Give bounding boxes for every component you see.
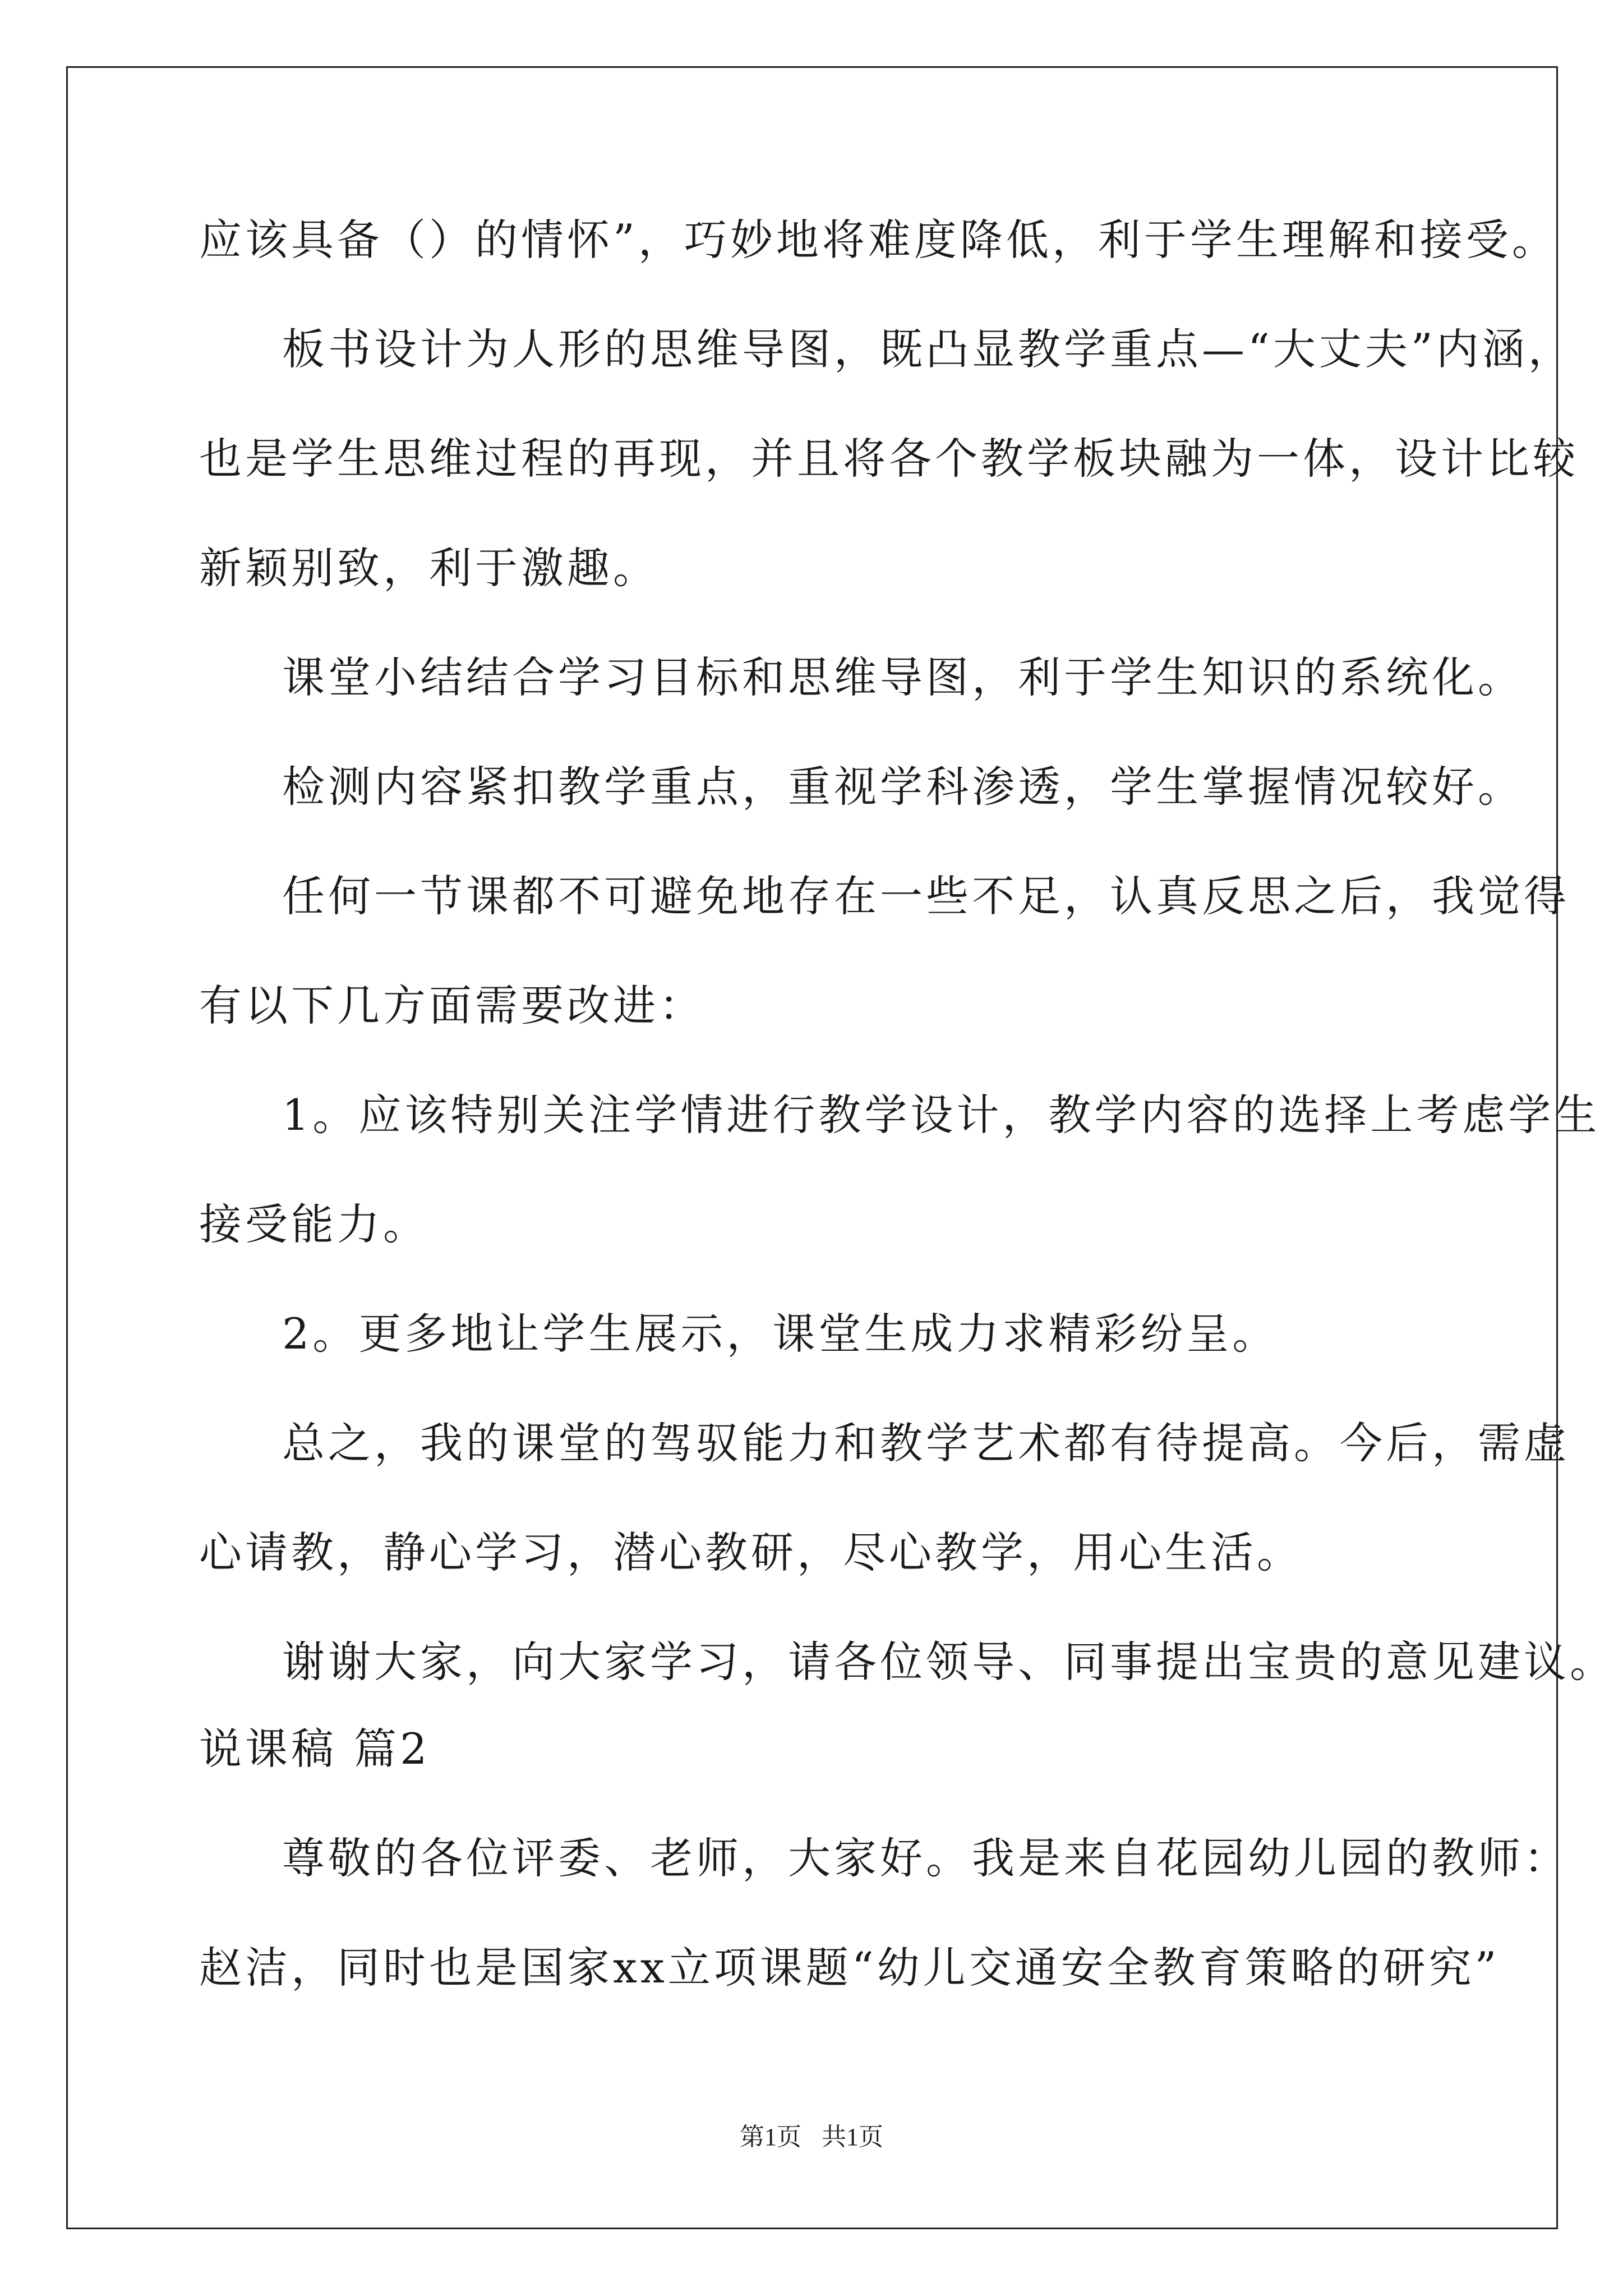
- text-line: 也是学生思维过程的再现，并且将各个教学板块融为一体，设计比较: [199, 434, 1579, 484]
- text-line: 课堂小结结合学习目标和思维导图，利于学生知识的系统化。: [282, 652, 1524, 702]
- section-heading: 说课稿 篇2: [199, 1724, 431, 1774]
- text-line: 1。应该特别关注学情进行教学设计，教学内容的选择上考虑学生: [282, 1090, 1601, 1140]
- page-footer: [0, 2122, 1623, 2153]
- text-line: 接受能力。: [199, 1199, 429, 1249]
- text-line: 任何一节课都不可避免地存在一些不足，认真反思之后，我觉得: [282, 871, 1570, 921]
- text-line: 应该具备（）的情怀”，巧妙地将难度降低，利于学生理解和接受。: [199, 215, 1558, 265]
- text-line: 板书设计为人形的思维导图，既凸显教学重点—“大丈夫”内涵，: [282, 324, 1574, 374]
- text-line: 新颖别致，利于激趣。: [199, 543, 659, 593]
- page-border: [66, 66, 1558, 2229]
- text-line: 2。更多地让学生展示，课堂生成力求精彩纷呈。: [282, 1309, 1279, 1359]
- text-line: 有以下几方面需要改进：: [199, 981, 705, 1030]
- text-line: 检测内容紧扣教学重点，重视学科渗透，学生掌握情况较好。: [282, 762, 1524, 812]
- text-line: 尊敬的各位评委、老师，大家好。我是来自花园幼儿园的教师：: [282, 1833, 1570, 1883]
- text-line: 总之，我的课堂的驾驭能力和教学艺术都有待提高。今后，需虚: [282, 1418, 1570, 1468]
- page-number-total: 共1页: [822, 2123, 883, 2151]
- text-line: 谢谢大家，向大家学习，请各位领导、同事提出宝贵的意见建议。: [282, 1637, 1616, 1687]
- page-number-current: 第1页: [740, 2123, 801, 2151]
- text-line: 赵洁，同时也是国家xx立项课题“幼儿交通安全教育策略的研究”: [199, 1943, 1500, 1993]
- text-line: 心请教，静心学习，潜心教研，尽心教学，用心生活。: [199, 1527, 1303, 1577]
